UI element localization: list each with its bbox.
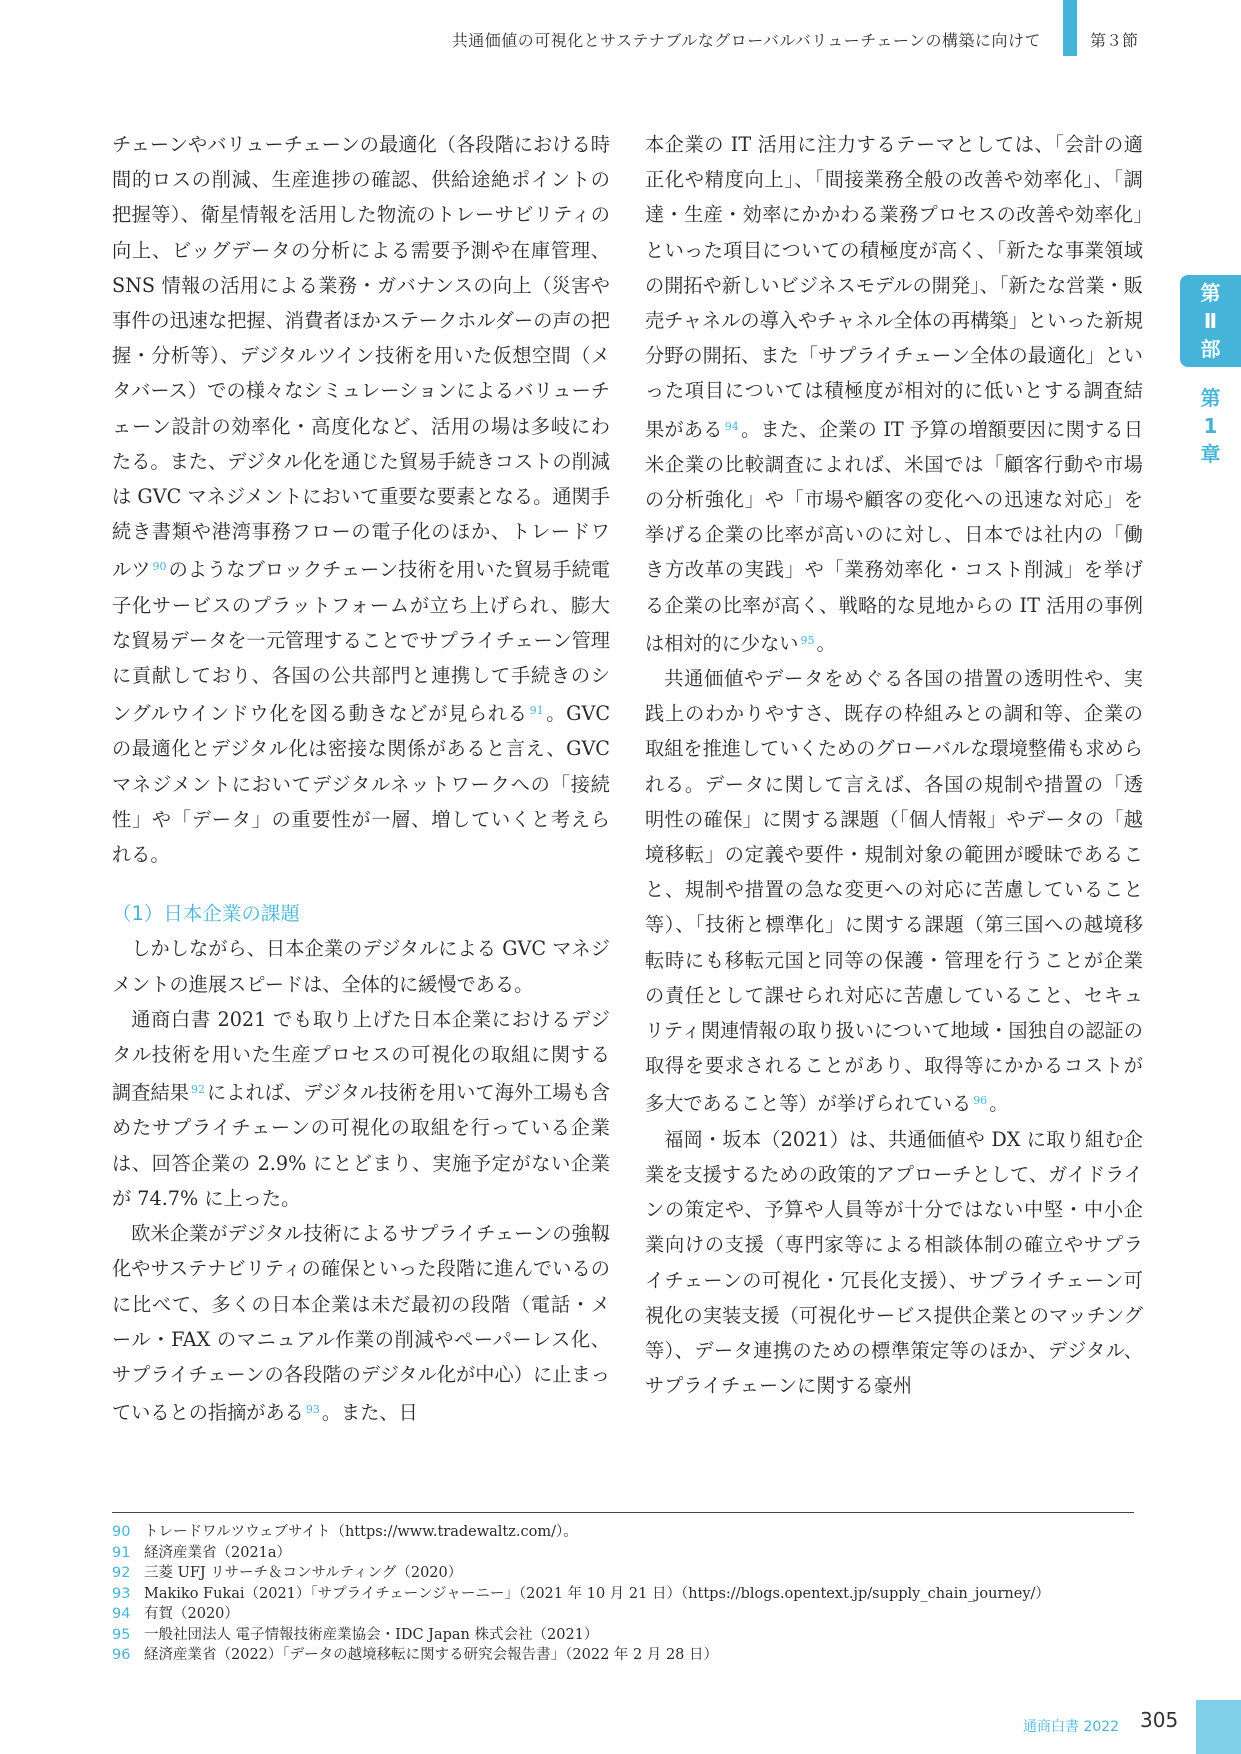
side-tab-part-char: 部 — [1200, 337, 1221, 361]
footnote-number: 91 — [112, 1544, 131, 1561]
footnote-item — [112, 1543, 1142, 1564]
paragraph-text: 。GVC の最適化とデジタル化は密接な関係があると言え、GVC マネジメントにおいてデジタルネットワークへの「接続性」や「データ」の重要性が一層、増していくと考えられる。 — [112, 702, 610, 867]
page-number: 305 — [1140, 1708, 1179, 1732]
footnote-ref[interactable]: 94 — [724, 419, 739, 433]
paragraph-text: 共通価値やデータをめぐる各国の措置の透明性や、実践上のわかりやすさ、既存の枠組みとの調和等、企業の取組を推進していくためのグローバルな環境整備も求められる。データに関して言えば、各国の規制や措置の「透明性の確保」に関する課題（「個人情報」やデータの「越境移転」の定義や要件・規制対象の範囲が曖昧であること、規制や措置の急な変更への対応に苦慮していること等）、「技術と標準化」に関する課題（第三国への越境移転時にも移転元国と同等の保護・管理を行うことが企業の責任として課せられ対応に苦慮していること、セキュリティ関連情報の取り扱いについて地域・国独自の認証の取得を要求されることがあり、取得等にかかるコストが多大であること等）が挙げられている — [645, 667, 1143, 1116]
footnote-item — [112, 1625, 1142, 1646]
paragraph-text: 欧米企業がデジタル技術によるサプライチェーンの強靱化やサステナビリティの確保といった段階に進んでいるのに比べて、多くの日本企業は未だ最初の段階（電話・メール・FAX のマニュアル作業の削減やペーパーレス化、サプライチェーンの各段階のデジタル化が中心）に止まっているとの指摘がある — [112, 1222, 610, 1425]
footnote-number: 95 — [112, 1626, 131, 1643]
footnote-ref[interactable]: 92 — [190, 1083, 205, 1097]
paragraph-text: 通商白書 2021 でも取り上げた日本企業におけるデジタル技術を用いた生産プロセスの可視化の取組に関する調査結果 — [112, 1007, 610, 1105]
right-column — [645, 127, 1143, 1403]
running-header-title: 共通価値の可視化とサステナブルなグローバルバリューチェーンの構築に向けて — [451, 31, 1041, 50]
paragraph — [112, 127, 610, 872]
footer-accent-bar — [1196, 1700, 1241, 1754]
paragraph-text: 本企業の IT 活用に注力するテーマとしては、「会計の適正化や精度向上」、「間接業務全般の改善や効率化」、「調達・生産・効率にかかわる業務プロセスの改善や効率化」といった項目についての積極度が高く、「新たな事業領域の開拓や新しいビジネスモデルの開発」、「新たな営業・販売チャネルの導入やチャネル全体の再構築」といった新規分野の開拓、また「サプライチェーン全体の最適化」といった項目については積極度が相対的に低いとする調査結果がある — [645, 133, 1143, 441]
footnote-ref[interactable]: 93 — [305, 1403, 320, 1417]
paragraph-text: チェーンやバリューチェーンの最適化（各段階における時間的ロスの削減、生産進捗の確認、供給途絶ポイントの把握等）、衛星情報を活用した物流のトレーサビリティの向上、ビッグデータの分析による需要予測や在庫管理、SNS 情報の活用による業務・ガバナンスの向上（災害や事件の迅速な把握、消費者ほかステークホルダーの声の把握・分析等）、デジタルツイン技術を用いた仮想空間（メタバース）での様々なシミュレーションによるバリューチェーン設計の効率化・高度化など、活用の場は多岐にわたる。また、デジタル化を通じた貿易手続きコストの削減は GVC マネジメントにおいて重要な要素となる。通関手続き書類や港湾事務フローの電子化のほか、トレードワルツ — [112, 133, 610, 582]
paragraph-text: によれば、デジタル技術を用いて海外工場も含めたサプライチェーンの可視化の取組を行っている企業は、回答企業の 2.9% にとどまり、実施予定がない企業が 74.7% に上った。 — [112, 1081, 610, 1210]
footnote-item — [112, 1645, 1142, 1666]
header-accent-bar — [1063, 0, 1077, 56]
footnote-text: 経済産業省（2022）「データの越境移転に関する研究会報告書」（2022 年 2 月 28 日） — [144, 1647, 719, 1663]
running-header-section: 第３節 — [1090, 31, 1139, 50]
paragraph — [112, 1002, 610, 1216]
paragraph-text: 。また、日 — [321, 1401, 418, 1425]
side-tab-part-char: Ⅱ — [1203, 309, 1218, 333]
footnote-number: 96 — [112, 1647, 131, 1663]
footnote-number: 94 — [112, 1606, 131, 1622]
footnote-ref[interactable]: 91 — [529, 704, 544, 718]
footnote-ref[interactable]: 96 — [973, 1094, 988, 1108]
side-tab-chapter-char: 第 — [1200, 386, 1221, 410]
footnote-divider — [112, 1512, 1134, 1513]
footnotes — [112, 1522, 1142, 1666]
paragraph-text: 。 — [816, 631, 836, 655]
footnote-text: 有賀（2020） — [144, 1606, 239, 1622]
paragraph — [112, 1216, 610, 1430]
section-heading: （1）日本企業の課題 — [112, 902, 300, 926]
footer-publication-label: 通商白書 2022 — [1023, 1719, 1120, 1735]
footnote-number: 90 — [112, 1524, 131, 1540]
footnote-number: 93 — [112, 1585, 131, 1602]
footnote-item — [112, 1522, 1142, 1543]
paragraph: しかしながら、日本企業のデジタルによる GVC マネジメントの進展スピードは、全体的に緩慢である。 — [112, 937, 610, 996]
footnote-text: トレードワルツウェブサイト（https://www.tradewaltz.com/）。 — [144, 1524, 578, 1540]
footnote-text: 経済産業省（2021a） — [144, 1544, 292, 1561]
side-tab-part — [1180, 275, 1241, 367]
side-tab-chapter-char: 章 — [1200, 442, 1221, 466]
side-tab-chapter — [1180, 380, 1241, 472]
paragraph-text: 。また、企業の IT 予算の増額要因に関する日米企業の比較調査によれば、米国では「顧客行動や市場の分析強化」や「市場や顧客の変化への迅速な対応」を挙げる企業の比率が高いのに対し、日本では社内の「働き方改革の実践」や「業務効率化・コスト削減」を挙げる企業の比率が高く、戦略的な見地からの IT 活用の事例は相対的に少ない — [645, 417, 1144, 655]
footnote-text: 一般社団法人 電子情報技術産業協会・IDC Japan 株式会社（2021） — [144, 1626, 599, 1643]
footnote-item — [112, 1584, 1142, 1605]
footnote-item — [112, 1604, 1142, 1625]
footnote-ref[interactable]: 95 — [800, 633, 815, 647]
paragraph: 福岡・坂本（2021）は、共通価値や DX に取り組む企業を支援するための政策的アプローチとして、ガイドラインの策定や、予算や人員等が十分ではない中堅・中小企業向けの支援（専門家等による相談体制の確立やサプライチェーンの可視化・冗長化支援）、サプライチェーン可視化の実装支援（可視化サービス提供企業とのマッチング等）、データ連携のための標準策定等のほか、デジタル、サプライチェーンに関する豪州 — [645, 1127, 1143, 1398]
side-tab-part-char: 第 — [1200, 281, 1221, 305]
footnote-number: 92 — [112, 1565, 131, 1581]
paragraph-text: のようなブロックチェーン技術を用いた貿易手続電子化サービスのプラットフォームが立ち上げられ、膨大な貿易データを一元管理することでサプライチェーン管理に貢献しており、各国の公共部門と連携して手続きのシングルウインドウ化を図る動きなどが見られる — [112, 558, 611, 726]
footnote-text: 三菱 UFJ リサーチ＆コンサルティング（2020） — [144, 1565, 463, 1581]
paragraph-text: 。 — [989, 1092, 1009, 1116]
paragraph — [645, 661, 1143, 1122]
paragraph — [645, 127, 1143, 661]
footnote-item — [112, 1563, 1142, 1584]
footnote-text: Makiko Fukai（2021）「サプライチェーンジャーニー」（2021 年 10 月 21 日）（https://blogs.opentext.jp/supply_chain_journey/） — [144, 1585, 1050, 1602]
footnote-ref[interactable]: 90 — [152, 560, 167, 574]
left-column — [112, 127, 610, 1430]
side-tab-chapter-char: 1 — [1203, 414, 1218, 438]
